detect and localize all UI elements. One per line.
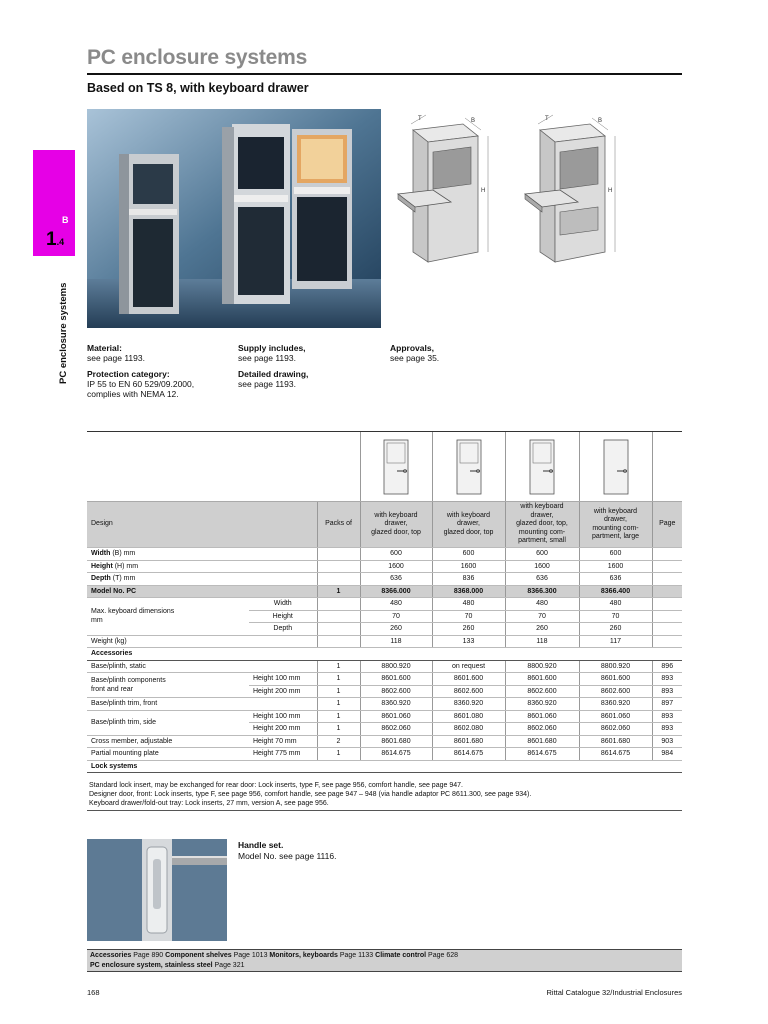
dimension-drawing-right	[520, 112, 630, 274]
cabinet-icon	[505, 432, 579, 502]
page-title: PC enclosure systems	[87, 46, 308, 69]
table-row: Height 200 mm 1 8602.060 8602.080 8602.060 8602.060 893	[87, 723, 682, 736]
page-subtitle: Based on TS 8, with keyboard drawer	[87, 81, 309, 95]
table-header-row	[87, 502, 682, 548]
lock-systems-text: Standard lock insert, may be exchanged for rear door: Lock inserts, type F, see page 956, comfort handle, see page 947. Designer door, front: Lock inserts, type F, see page 956, comfort handle, see page 947 – 948 (via handle adaptor PC 8611.300, see page 934). Keyboard drawer/fold-out tray: Lock inserts, 27 mm, version A, see page 956.	[87, 781, 682, 811]
dim-b-label: B	[471, 118, 476, 124]
table-row: Height (H) mm 1600 1600 1600 1600	[87, 560, 682, 573]
table-row: Base/plinth trim, front 1 8360.920 8360.920 8360.920 8360.920 897	[87, 698, 682, 711]
page-header: Page	[652, 502, 682, 548]
table-row: Base/plinth trim, side Height 100 mm 1 8601.060 8601.080 8601.060 8601.060 893	[87, 710, 682, 723]
section-vertical-label: PC enclosure systems	[58, 282, 69, 384]
table-row: Base/plinth, static 1 8800.920 on request 8800.920 8800.920 896	[87, 660, 682, 673]
lock-systems-section-row: Lock systems	[87, 760, 682, 773]
table-row: Weight (kg) 118 133 118 117	[87, 635, 682, 648]
cabinet-icon	[432, 432, 505, 502]
table-row: Height 200 mm 1 8602.600 8602.600 8602.600 8602.600 893	[87, 685, 682, 698]
section-number: 1.4	[46, 229, 65, 250]
cabinet-icon	[579, 432, 652, 502]
title-divider	[87, 73, 682, 75]
cabinet-icon	[360, 432, 432, 502]
icon-row	[87, 432, 682, 502]
spec-material: Material: see page 1193.	[87, 343, 145, 363]
cross-reference-band: Accessories Page 890 Component shelves Page 1013 Monitors, keyboards Page 1133 Climate control Page 628 PC enclosure system, stainless steel Page 321	[87, 949, 682, 972]
table-row: Base/plinth components front and rear Height 100 mm 1 8601.600 8601.600 8601.600 8601.600 893	[87, 673, 682, 686]
page-number: 168	[87, 988, 100, 997]
variant-header: with keyboard drawer, glazed door, top, mounting com- partment, small	[505, 502, 579, 548]
table-row: Height 70 70 70 70	[87, 610, 682, 623]
spec-approvals: Approvals, see page 35.	[390, 343, 440, 363]
accessories-section-row: Accessories	[87, 648, 682, 661]
table-row: Partial mounting plate Height 775 mm 1 8614.675 8614.675 8614.675 8614.675 984	[87, 748, 682, 761]
spec-protection: Protection category: IP 55 to EN 60 529/09.2000, complies with NEMA 12.	[87, 369, 195, 399]
table-row: Depth (T) mm 636 836 636 636	[87, 573, 682, 586]
model-row: Model No. PC 1 8366.000 8368.000 8366.300 8366.400	[87, 585, 682, 598]
dim-b-label: B	[598, 118, 603, 124]
product-photo	[87, 109, 381, 328]
handle-photo	[87, 839, 227, 941]
table-row: Cross member, adjustable Height 70 mm 2 8601.680 8601.680 8601.680 8601.680 903	[87, 735, 682, 748]
design-header: Design	[87, 502, 317, 548]
spec-drawing: Detailed drawing, see page 1193.	[238, 369, 309, 389]
dim-t-label: T	[418, 116, 422, 122]
variant-header: with keyboard drawer, glazed door, top	[360, 502, 432, 548]
table-row: Width (B) mm 600 600 600 600	[87, 548, 682, 561]
section-letter: B	[62, 215, 69, 225]
dimension-drawing-left	[393, 112, 503, 274]
handle-set-info: Handle set. Model No. see page 1116.	[238, 840, 337, 861]
spec-supply: Supply includes, see page 1193.	[238, 343, 306, 363]
packs-header: Packs of	[317, 502, 360, 548]
dim-t-label: T	[545, 116, 549, 122]
table-row: Depth 260 260 260 260	[87, 623, 682, 636]
catalog-footer: Rittal Catalogue 32/Industrial Enclosures	[546, 988, 682, 997]
product-table	[87, 431, 682, 773]
variant-header: with keyboard drawer, glazed door, top	[432, 502, 505, 548]
table-row: Max. keyboard dimensions mm Width 480 480 480 480	[87, 598, 682, 611]
dim-h-label: H	[608, 188, 613, 194]
dim-h-label: H	[481, 188, 486, 194]
variant-header: with keyboard drawer, mounting com- partment, large	[579, 502, 652, 548]
